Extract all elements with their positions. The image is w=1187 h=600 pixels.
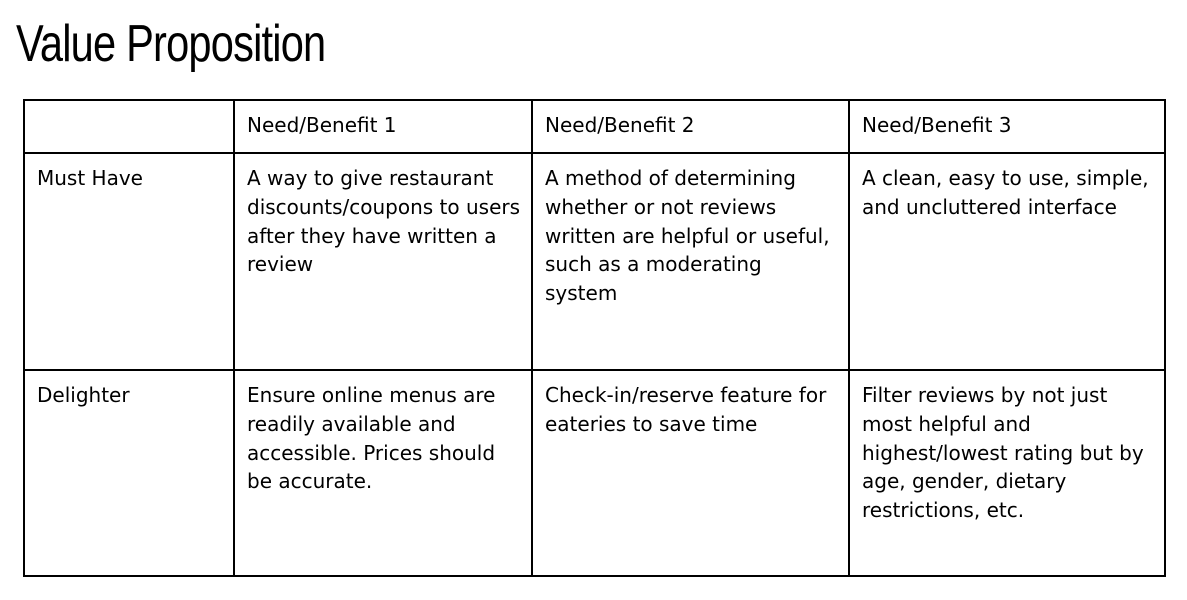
table-row-must-have <box>24 153 1165 370</box>
table-header-row <box>24 100 1165 153</box>
page-title: Value Proposition <box>16 15 326 73</box>
table-cell: Filter reviews by not just most helpful and highest/lowest rating but by age, gender, dietary restrictions, etc. <box>849 370 1165 576</box>
header-cell-empty <box>24 100 234 153</box>
table-cell: Ensure online menus are readily available and accessible. Prices should be accurate. <box>234 370 532 576</box>
table-cell: A clean, easy to use, simple, and uncluttered interface <box>849 153 1165 370</box>
row-label-must-have: Must Have <box>24 153 234 370</box>
row-label-delighter: Delighter <box>24 370 234 576</box>
table-row-delighter <box>24 370 1165 576</box>
table-cell: Check-in/reserve feature for eateries to save time <box>532 370 849 576</box>
value-proposition-table <box>23 99 1166 577</box>
header-cell-need-benefit-3: Need/Benefit 3 <box>849 100 1165 153</box>
header-cell-need-benefit-1: Need/Benefit 1 <box>234 100 532 153</box>
table-cell: A way to give restaurant discounts/coupons to users after they have written a review <box>234 153 532 370</box>
header-cell-need-benefit-2: Need/Benefit 2 <box>532 100 849 153</box>
table-cell: A method of determining whether or not reviews written are helpful or useful, such as a moderating system <box>532 153 849 370</box>
